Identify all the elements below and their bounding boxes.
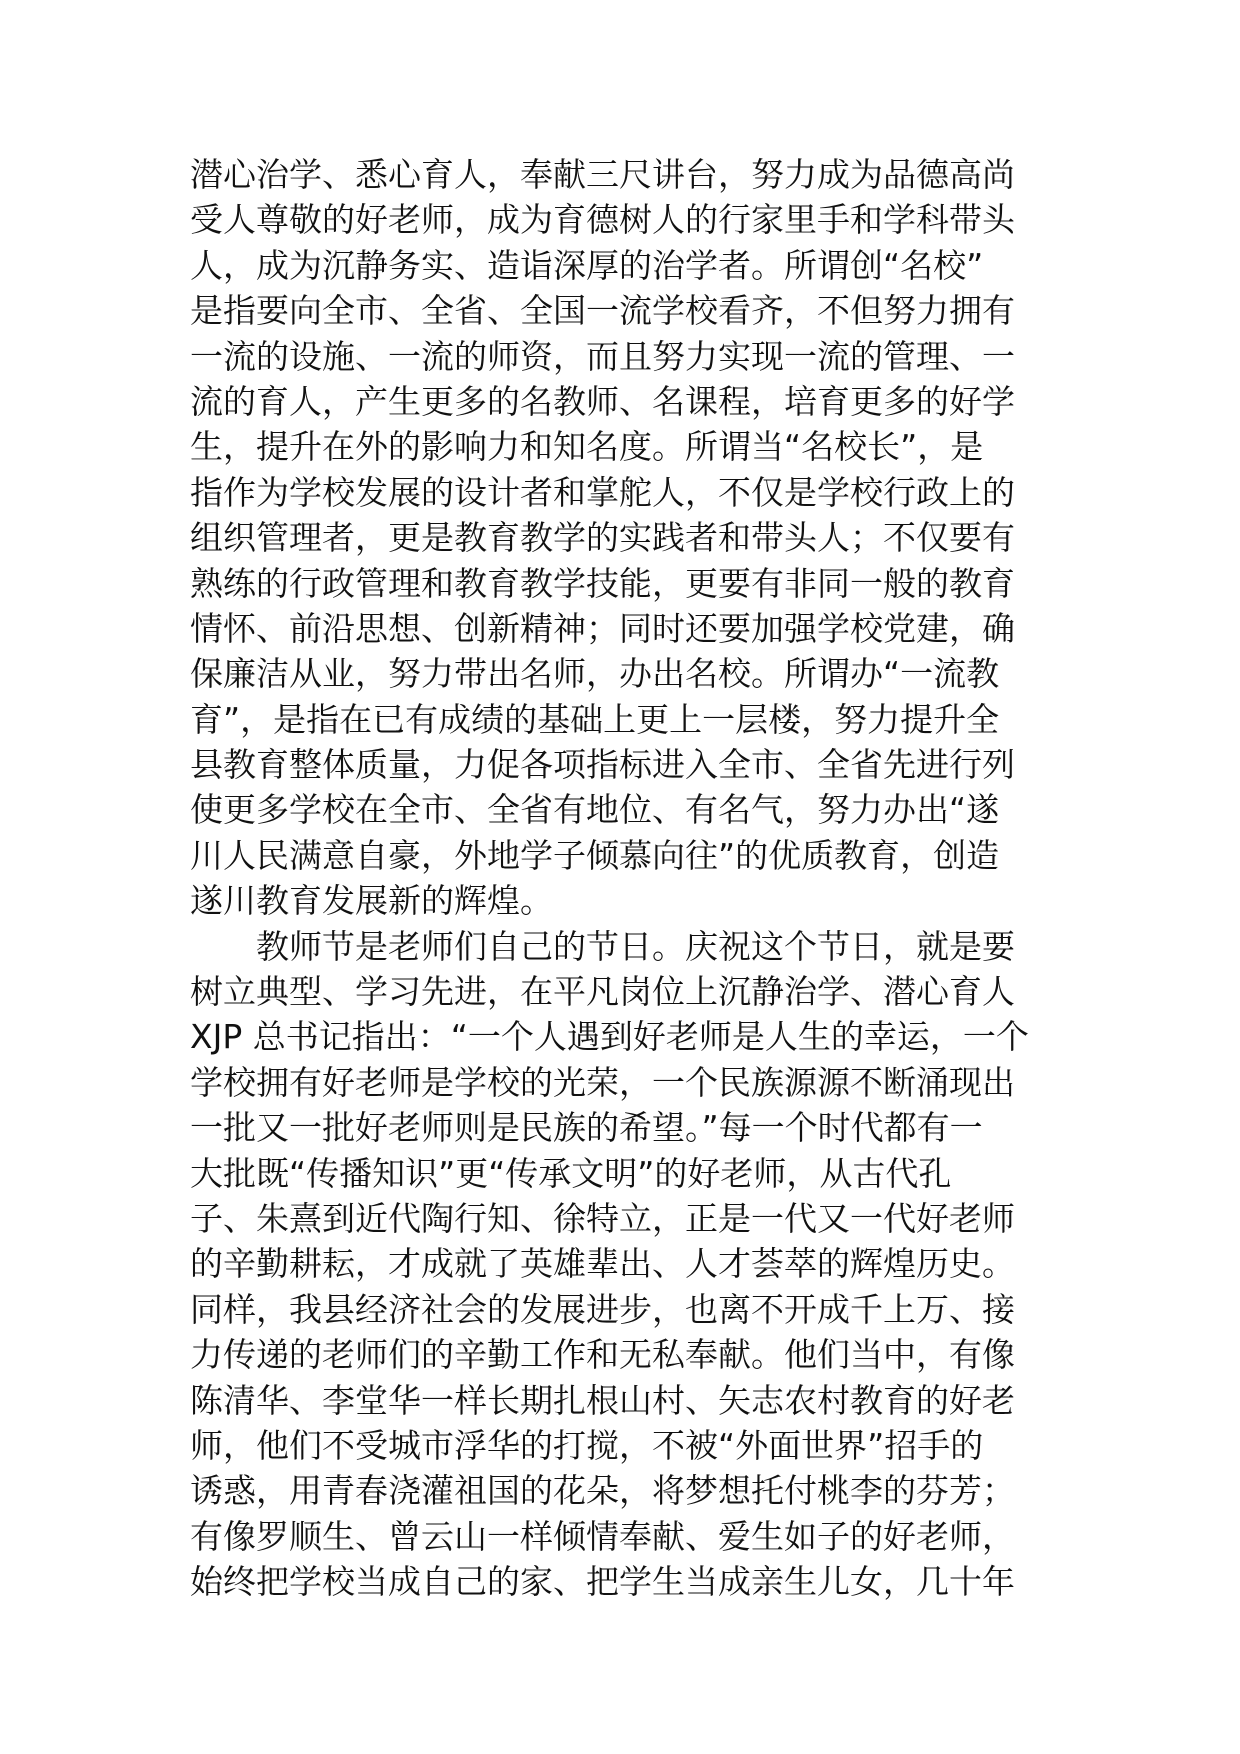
text-line: 诱惑，用青春浇灌祖国的花朵，将梦想托付桃李的芬芳；	[190, 1471, 1015, 1511]
text-line: 师，他们不受城市浮华的打搅，不被“外面世界”招手的	[190, 1425, 984, 1465]
body-text	[190, 152, 1070, 1605]
text-line: 流的育人，产生更多的名教师、名课程，培育更多的好学	[190, 381, 1015, 421]
text-line: 一批又一批好老师则是民族的希望。”每一个时代都有一	[190, 1108, 983, 1148]
text-line: 遂川教育发展新的辉煌。	[190, 881, 553, 921]
text-line: 是指要向全市、全省、全国一流学校看齐，不但努力拥有	[190, 291, 1015, 331]
paragraph-first-line: 教师节是老师们自己的节日。庆祝这个节日，就是要	[256, 926, 1015, 966]
text-line: XJP 总书记指出：“一个人遇到好老师是人生的幸运，一个	[190, 1017, 1029, 1057]
text-line: 生，提升在外的影响力和知名度。所谓当“名校长”，是	[190, 427, 984, 467]
text-line: 情怀、前沿思想、创新精神；同时还要加强学校党建，确	[190, 608, 1015, 648]
text-line: 组织管理者，更是教育教学的实践者和带头人；不仅要有	[190, 518, 1015, 558]
text-line: 一流的设施、一流的师资，而且努力实现一流的管理、一	[190, 336, 1015, 376]
text-line: 川人民满意自豪，外地学子倾慕向往”的优质教育，创造	[190, 835, 1000, 875]
text-line: 有像罗顺生、曾云山一样倾情奉献、爱生如子的好老师，	[190, 1516, 1015, 1556]
text-line: 潜心治学、悉心育人，奉献三尺讲台，努力成为品德高尚	[190, 155, 1015, 194]
text-line: 学校拥有好老师是学校的光荣，一个民族源源不断涌现出	[190, 1062, 1015, 1102]
text-line: 县教育整体质量，力促各项指标进入全市、全省先进行列	[190, 745, 1015, 785]
text-line: 保廉洁从业，努力带出名师，办出名校。所谓办“一流教	[190, 654, 1000, 694]
text-line: 始终把学校当成自己的家、把学生当成亲生儿女，几十年	[190, 1562, 1015, 1602]
text-line: 指作为学校发展的设计者和掌舵人，不仅是学校行政上的	[190, 472, 1015, 512]
text-line: 受人尊敬的好老师，成为育德树人的行家里手和学科带头	[190, 200, 1015, 240]
text-line: 同样，我县经济社会的发展进步，也离不开成千上万、接	[190, 1289, 1015, 1329]
text-line: 的辛勤耕耘，才成就了英雄辈出、人才荟萃的辉煌历史。	[190, 1244, 1015, 1284]
text-line: 人，成为沉静务实、造诣深厚的治学者。所谓创“名校”	[190, 245, 984, 285]
text-line: 育”，是指在已有成绩的基础上更上一层楼，努力提升全	[190, 699, 1000, 739]
text-line: 树立典型、学习先进，在平凡岗位上沉静治学、潜心育人	[190, 972, 1015, 1012]
text-line: 大批既“传播知识”更“传承文明”的好老师，从古代孔	[190, 1153, 952, 1193]
text-line: 子、朱熹到近代陶行知、徐特立，正是一代又一代好老师	[190, 1198, 1015, 1238]
text-line: 使更多学校在全市、全省有地位、有名气，努力办出“遂	[190, 790, 1000, 830]
text-line: 陈清华、李堂华一样长期扎根山村、矢志农村教育的好老	[190, 1380, 1015, 1420]
text-line: 力传递的老师们的辛勤工作和无私奉献。他们当中，有像	[190, 1335, 1015, 1375]
text-line: 熟练的行政管理和教育教学技能，更要有非同一般的教育	[190, 563, 1015, 603]
